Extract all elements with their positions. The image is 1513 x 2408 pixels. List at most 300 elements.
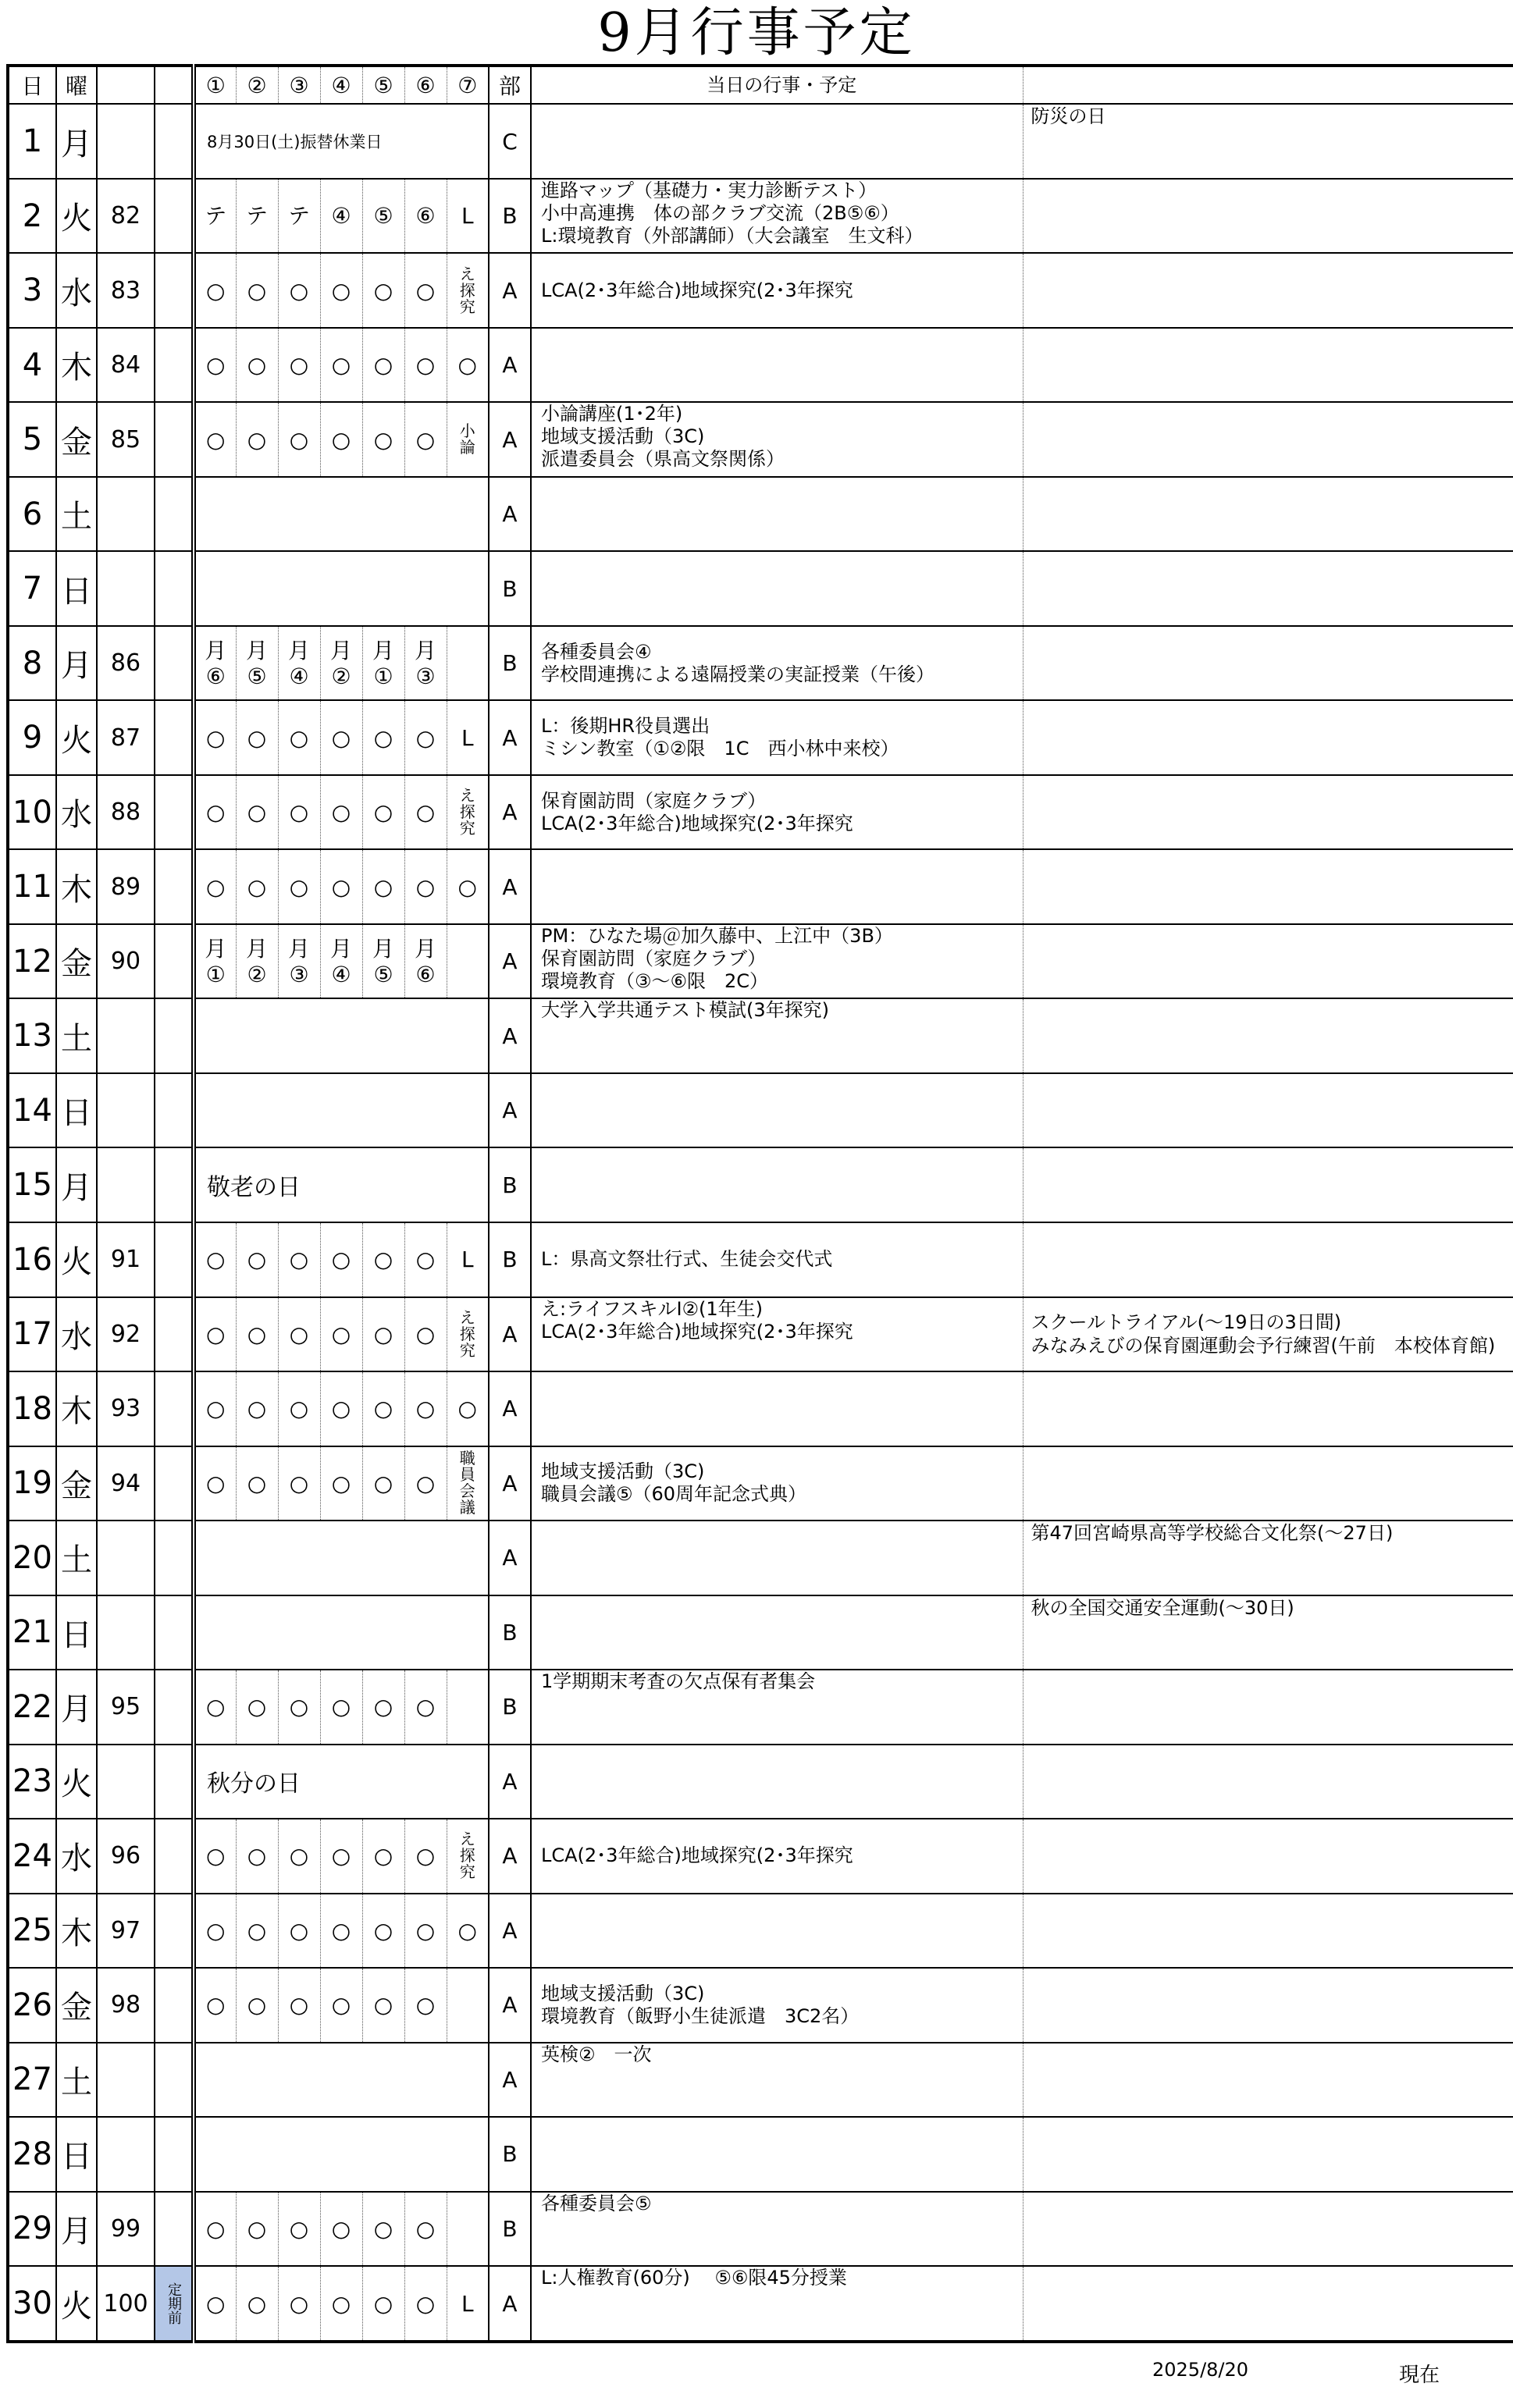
period-value: ○ bbox=[373, 873, 393, 900]
day-cell: 9 bbox=[8, 700, 56, 775]
period-value: ○ bbox=[206, 1247, 226, 1273]
period-value: ○ bbox=[373, 724, 393, 751]
period-cell-6 bbox=[404, 849, 447, 924]
period-value: L bbox=[461, 2290, 474, 2317]
period-value: ○ bbox=[331, 1843, 351, 1869]
count-cell: 95 bbox=[97, 1670, 155, 1745]
event-line: 保育園訪問（家庭クラブ） bbox=[541, 947, 767, 969]
count-cell: 91 bbox=[97, 1222, 155, 1297]
period-value: え探究 bbox=[459, 264, 475, 316]
period-value: 月⑤ bbox=[372, 935, 394, 987]
bu-cell: A bbox=[489, 924, 531, 999]
period-value: ○ bbox=[247, 1247, 267, 1273]
period-cell-2 bbox=[236, 1446, 278, 1521]
period-value: ○ bbox=[206, 873, 226, 900]
count-cell bbox=[97, 1745, 155, 1819]
notes-cell bbox=[1023, 1222, 1513, 1297]
header-events: 当日の行事・予定 bbox=[531, 66, 1023, 104]
period-value: ○ bbox=[415, 1247, 436, 1273]
weekday-cell: 水 bbox=[56, 253, 97, 328]
period-value: ○ bbox=[289, 1694, 309, 1720]
period-cell-2 bbox=[236, 1968, 278, 2043]
period-cell-6 bbox=[404, 2192, 447, 2267]
period-cell-2 bbox=[236, 1297, 278, 1372]
period-cell-5 bbox=[362, 2192, 404, 2267]
period-value: ○ bbox=[206, 1917, 226, 1944]
period-cell-4 bbox=[320, 849, 362, 924]
event-line: L：県高文祭壮行式、生徒会交代式 bbox=[541, 1248, 833, 1271]
events-cell bbox=[531, 1745, 1023, 1819]
weekday-cell: 木 bbox=[56, 328, 97, 403]
events-cell bbox=[531, 1222, 1023, 1297]
notes-cell bbox=[1023, 328, 1513, 403]
extra-cell bbox=[155, 1297, 194, 1372]
period-value: ○ bbox=[331, 1321, 351, 1347]
period-cell-4 bbox=[320, 1968, 362, 2043]
day-cell: 26 bbox=[8, 1968, 56, 2043]
period-value: ○ bbox=[457, 873, 477, 900]
weekday-cell: 土 bbox=[56, 998, 97, 1073]
header-num bbox=[97, 66, 155, 104]
period-cell-7 bbox=[447, 924, 489, 999]
events-cell bbox=[531, 2192, 1023, 2267]
event-line: 地域支援活動（3C) bbox=[541, 1460, 705, 1483]
notes-cell bbox=[1023, 179, 1513, 254]
table-row bbox=[8, 998, 1513, 1073]
day-cell: 29 bbox=[8, 2192, 56, 2267]
bu-cell: B bbox=[489, 2117, 531, 2192]
events-cell bbox=[531, 2117, 1023, 2192]
period-cell-5 bbox=[362, 775, 404, 850]
bu-cell: B bbox=[489, 1670, 531, 1745]
period-value: ○ bbox=[415, 873, 436, 900]
period-cell-4 bbox=[320, 626, 362, 701]
count-cell bbox=[97, 551, 155, 626]
day-cell: 30 bbox=[8, 2266, 56, 2342]
period-value: L bbox=[461, 1247, 474, 1273]
period-value: ○ bbox=[373, 2290, 393, 2317]
notes-cell bbox=[1023, 253, 1513, 328]
events-cell bbox=[531, 1968, 1023, 2043]
weekday-cell: 火 bbox=[56, 1745, 97, 1819]
table-row bbox=[8, 849, 1513, 924]
schedule-table bbox=[6, 64, 1513, 2343]
period-cell-4 bbox=[320, 328, 362, 403]
period-value: 月④ bbox=[287, 637, 310, 689]
events-cell bbox=[531, 477, 1023, 552]
period-value: ○ bbox=[289, 1992, 309, 2019]
bu-cell: A bbox=[489, 2266, 531, 2342]
period-cell-2 bbox=[236, 1371, 278, 1446]
day-cell: 12 bbox=[8, 924, 56, 999]
period-value: ○ bbox=[247, 724, 267, 751]
extra-cell bbox=[155, 1819, 194, 1894]
period-value: ○ bbox=[415, 1470, 436, 1496]
period-cell-5 bbox=[362, 626, 404, 701]
period-cell-5 bbox=[362, 1222, 404, 1297]
period-cell-6 bbox=[404, 626, 447, 701]
period-cell-3 bbox=[278, 2266, 320, 2342]
period-cell-2 bbox=[236, 328, 278, 403]
period-value: ○ bbox=[373, 1917, 393, 1944]
notes-cell bbox=[1023, 1147, 1513, 1222]
period-value: ○ bbox=[289, 1917, 309, 1944]
events-cell bbox=[531, 1595, 1023, 1670]
extra-cell bbox=[155, 1073, 194, 1148]
period-cell-2 bbox=[236, 402, 278, 477]
weekday-cell: 土 bbox=[56, 477, 97, 552]
header-period-5: ⑤ bbox=[362, 66, 404, 104]
period-cell-5 bbox=[362, 1670, 404, 1745]
count-cell: 86 bbox=[97, 626, 155, 701]
period-cell-1 bbox=[194, 775, 236, 850]
period-cell-1 bbox=[194, 1894, 236, 1969]
period-cell-3 bbox=[278, 849, 320, 924]
extra-cell bbox=[155, 328, 194, 403]
period-cell-2 bbox=[236, 700, 278, 775]
period-value: ○ bbox=[415, 2215, 436, 2242]
period-value: ○ bbox=[206, 1321, 226, 1347]
period-value: ○ bbox=[373, 1396, 393, 1422]
period-span-note: 8月30日(土)振替休業日 bbox=[194, 104, 489, 179]
events-cell bbox=[531, 402, 1023, 477]
period-cell-2 bbox=[236, 626, 278, 701]
weekday-cell: 火 bbox=[56, 179, 97, 254]
period-cell-5 bbox=[362, 1297, 404, 1372]
period-value: ○ bbox=[415, 724, 436, 751]
event-line: PM：ひなた場＠加久藤中、上江中（3B） bbox=[541, 924, 893, 947]
page-title: 9月行事予定 bbox=[597, 2, 916, 64]
period-value: 月⑥ bbox=[205, 637, 227, 689]
events-cell bbox=[531, 104, 1023, 179]
period-cell-3 bbox=[278, 402, 320, 477]
period-value: え探究 bbox=[459, 786, 475, 838]
bu-cell: A bbox=[489, 1073, 531, 1148]
period-cell-5 bbox=[362, 1968, 404, 2043]
note-line: 第47回宮崎県高等学校総合文化祭(～27日) bbox=[1031, 1522, 1394, 1545]
period-cell-2 bbox=[236, 2192, 278, 2267]
period-cell-3 bbox=[278, 775, 320, 850]
bu-cell: A bbox=[489, 1745, 531, 1819]
day-cell: 14 bbox=[8, 1073, 56, 1148]
period-cell-6 bbox=[404, 1670, 447, 1745]
period-cell-3 bbox=[278, 253, 320, 328]
notes-cell bbox=[1023, 2117, 1513, 2192]
notes-cell bbox=[1023, 998, 1513, 1073]
extra-cell bbox=[155, 1894, 194, 1969]
period-cell-3 bbox=[278, 179, 320, 254]
period-value: ○ bbox=[247, 1470, 267, 1496]
period-value: 月③ bbox=[414, 637, 436, 689]
period-cell-6 bbox=[404, 253, 447, 328]
bu-cell: B bbox=[489, 551, 531, 626]
period-cell-5 bbox=[362, 924, 404, 999]
period-span-note: 秋分の日 bbox=[194, 1745, 489, 1819]
period-cell-7 bbox=[447, 253, 489, 328]
day-cell: 25 bbox=[8, 1894, 56, 1969]
period-cell-3 bbox=[278, 700, 320, 775]
day-cell: 27 bbox=[8, 2043, 56, 2118]
count-cell: 97 bbox=[97, 1894, 155, 1969]
table-row bbox=[8, 328, 1513, 403]
table-row bbox=[8, 2117, 1513, 2192]
period-value: ○ bbox=[331, 1247, 351, 1273]
period-value: ○ bbox=[331, 1396, 351, 1422]
events-cell bbox=[531, 2266, 1023, 2342]
period-cell-5 bbox=[362, 1819, 404, 1894]
bu-cell: A bbox=[489, 1819, 531, 1894]
header-period-6: ⑥ bbox=[404, 66, 447, 104]
header-right bbox=[1023, 66, 1513, 104]
period-cell-1 bbox=[194, 402, 236, 477]
bu-cell: A bbox=[489, 1894, 531, 1969]
extra-cell bbox=[155, 2117, 194, 2192]
day-cell: 13 bbox=[8, 998, 56, 1073]
extra-cell bbox=[155, 1670, 194, 1745]
extra-cell bbox=[155, 1222, 194, 1297]
notes-cell bbox=[1023, 1521, 1513, 1595]
period-cell-4 bbox=[320, 775, 362, 850]
period-cell-4 bbox=[320, 1446, 362, 1521]
period-value: ○ bbox=[331, 2215, 351, 2242]
bu-cell: A bbox=[489, 402, 531, 477]
bu-cell: A bbox=[489, 1968, 531, 2043]
period-value: ○ bbox=[331, 277, 351, 304]
bu-cell: A bbox=[489, 998, 531, 1073]
table-row bbox=[8, 1521, 1513, 1595]
events-cell bbox=[531, 849, 1023, 924]
period-cell-1 bbox=[194, 2192, 236, 2267]
count-cell bbox=[97, 2117, 155, 2192]
notes-cell bbox=[1023, 1819, 1513, 1894]
notes-cell bbox=[1023, 402, 1513, 477]
period-cell-2 bbox=[236, 1819, 278, 1894]
period-cell-6 bbox=[404, 1819, 447, 1894]
period-cell-1 bbox=[194, 1371, 236, 1446]
events-cell bbox=[531, 626, 1023, 701]
extra-cell bbox=[155, 1968, 194, 2043]
period-cell-1 bbox=[194, 924, 236, 999]
period-value: ○ bbox=[289, 1843, 309, 1869]
period-cell-3 bbox=[278, 1819, 320, 1894]
count-cell: 82 bbox=[97, 179, 155, 254]
weekday-cell: 月 bbox=[56, 626, 97, 701]
notes-cell bbox=[1023, 2266, 1513, 2342]
event-line: 各種委員会⑤ bbox=[541, 2192, 652, 2214]
period-value: ○ bbox=[289, 873, 309, 900]
bu-cell: A bbox=[489, 700, 531, 775]
period-cell-2 bbox=[236, 179, 278, 254]
events-cell bbox=[531, 2043, 1023, 2118]
event-line: L:人権教育(60分) ⑤⑥限45分授業 bbox=[541, 2267, 847, 2289]
period-cell-5 bbox=[362, 700, 404, 775]
period-value: 職員会議 bbox=[459, 1449, 475, 1517]
event-line: L:環境教育（外部講師）（大会議室 生文科） bbox=[541, 224, 924, 247]
table-row bbox=[8, 2266, 1513, 2342]
bu-cell: B bbox=[489, 1222, 531, 1297]
day-cell: 3 bbox=[8, 253, 56, 328]
extra-cell bbox=[155, 1446, 194, 1521]
count-cell: 87 bbox=[97, 700, 155, 775]
period-cell-7 bbox=[447, 775, 489, 850]
weekday-cell: 金 bbox=[56, 1446, 97, 1521]
period-cell-2 bbox=[236, 1894, 278, 1969]
period-cell-6 bbox=[404, 1297, 447, 1372]
period-value: ○ bbox=[373, 426, 393, 453]
period-cell-7 bbox=[447, 402, 489, 477]
period-cell-6 bbox=[404, 700, 447, 775]
count-cell bbox=[97, 1073, 155, 1148]
period-value: ○ bbox=[289, 799, 309, 826]
period-cell-2 bbox=[236, 253, 278, 328]
header-period-3: ③ bbox=[278, 66, 320, 104]
extra-cell bbox=[155, 2192, 194, 2267]
day-cell: 21 bbox=[8, 1595, 56, 1670]
period-value: ○ bbox=[289, 1396, 309, 1422]
period-cell-7 bbox=[447, 700, 489, 775]
table-row bbox=[8, 775, 1513, 850]
period-cell-4 bbox=[320, 2192, 362, 2267]
extra-cell bbox=[155, 998, 194, 1073]
period-cell-4 bbox=[320, 179, 362, 254]
period-value: ○ bbox=[206, 799, 226, 826]
events-cell bbox=[531, 924, 1023, 999]
notes-cell bbox=[1023, 1595, 1513, 1670]
bu-cell: B bbox=[489, 2192, 531, 2267]
weekday-cell: 木 bbox=[56, 1371, 97, 1446]
period-cell-1 bbox=[194, 1222, 236, 1297]
notes-cell bbox=[1023, 1297, 1513, 1372]
notes-cell bbox=[1023, 1073, 1513, 1148]
period-cell-5 bbox=[362, 328, 404, 403]
events-cell bbox=[531, 1073, 1023, 1148]
weekday-cell: 金 bbox=[56, 402, 97, 477]
period-value: ○ bbox=[289, 277, 309, 304]
period-value: ○ bbox=[247, 1917, 267, 1944]
table-row bbox=[8, 1894, 1513, 1969]
events-cell bbox=[531, 1670, 1023, 1745]
period-value: ○ bbox=[247, 1992, 267, 2019]
period-value: ○ bbox=[415, 277, 436, 304]
period-value: ○ bbox=[415, 1321, 436, 1347]
period-cell-6 bbox=[404, 1446, 447, 1521]
period-value: ○ bbox=[373, 1321, 393, 1347]
period-value: ○ bbox=[373, 1247, 393, 1273]
note-line: みなみえびの保育園運動会予行練習(午前 本校体育館) bbox=[1031, 1335, 1496, 1357]
period-value: ○ bbox=[247, 799, 267, 826]
period-cell-1 bbox=[194, 849, 236, 924]
table-row bbox=[8, 104, 1513, 179]
header-period-7: ⑦ bbox=[447, 66, 489, 104]
period-span-note bbox=[194, 477, 489, 552]
period-span-note bbox=[194, 1073, 489, 1148]
period-cell-1 bbox=[194, 2266, 236, 2342]
table-row bbox=[8, 1446, 1513, 1521]
events-cell bbox=[531, 700, 1023, 775]
period-cell-5 bbox=[362, 1894, 404, 1969]
day-cell: 11 bbox=[8, 849, 56, 924]
notes-cell bbox=[1023, 1446, 1513, 1521]
period-value: ○ bbox=[247, 352, 267, 379]
extra-cell bbox=[155, 551, 194, 626]
period-cell-4 bbox=[320, 2266, 362, 2342]
count-cell bbox=[97, 1595, 155, 1670]
day-cell: 19 bbox=[8, 1446, 56, 1521]
period-value: ○ bbox=[206, 1843, 226, 1869]
period-cell-5 bbox=[362, 1371, 404, 1446]
event-line: 英検② 一次 bbox=[541, 2043, 652, 2065]
period-cell-7 bbox=[447, 328, 489, 403]
event-line: 学校間連携による遠隔授業の実証授業（午後） bbox=[541, 663, 934, 685]
period-cell-4 bbox=[320, 1894, 362, 1969]
events-cell bbox=[531, 328, 1023, 403]
period-value: ○ bbox=[206, 1396, 226, 1422]
day-cell: 17 bbox=[8, 1297, 56, 1372]
day-cell: 1 bbox=[8, 104, 56, 179]
weekday-cell: 金 bbox=[56, 924, 97, 999]
period-cell-4 bbox=[320, 402, 362, 477]
notes-cell bbox=[1023, 1371, 1513, 1446]
period-cell-6 bbox=[404, 179, 447, 254]
period-value: ○ bbox=[289, 426, 309, 453]
table-row bbox=[8, 253, 1513, 328]
events-cell bbox=[531, 1297, 1023, 1372]
count-cell bbox=[97, 998, 155, 1073]
period-span-note bbox=[194, 1595, 489, 1670]
period-value: ○ bbox=[415, 426, 436, 453]
period-value: ○ bbox=[373, 799, 393, 826]
period-cell-1 bbox=[194, 1670, 236, 1745]
period-cell-2 bbox=[236, 924, 278, 999]
period-value: ○ bbox=[373, 1992, 393, 2019]
note-line: スクールトライアル(～19日の3日間) bbox=[1031, 1311, 1342, 1334]
count-cell bbox=[97, 104, 155, 179]
period-cell-3 bbox=[278, 1446, 320, 1521]
extra-cell bbox=[155, 2043, 194, 2118]
event-line: L：後期HR役員選出 bbox=[541, 715, 710, 738]
period-value: ○ bbox=[331, 1917, 351, 1944]
period-value: ⑤ bbox=[373, 203, 393, 229]
period-cell-4 bbox=[320, 1222, 362, 1297]
table-row bbox=[8, 1073, 1513, 1148]
period-value: ○ bbox=[457, 1396, 477, 1422]
notes-cell bbox=[1023, 1894, 1513, 1969]
period-cell-7 bbox=[447, 1670, 489, 1745]
count-cell: 92 bbox=[97, 1297, 155, 1372]
period-value: ○ bbox=[206, 2215, 226, 2242]
period-value: え探究 bbox=[459, 1830, 475, 1882]
table-row bbox=[8, 402, 1513, 477]
day-cell: 24 bbox=[8, 1819, 56, 1894]
table-row bbox=[8, 626, 1513, 701]
bu-cell: B bbox=[489, 1595, 531, 1670]
table-row bbox=[8, 1670, 1513, 1745]
event-line: 小論講座(1･2年) bbox=[541, 403, 683, 425]
period-value: ⑥ bbox=[415, 203, 436, 229]
weekday-cell: 土 bbox=[56, 2043, 97, 2118]
notes-cell bbox=[1023, 1968, 1513, 2043]
period-cell-4 bbox=[320, 924, 362, 999]
period-value: ○ bbox=[289, 724, 309, 751]
bu-cell: A bbox=[489, 2043, 531, 2118]
notes-cell bbox=[1023, 775, 1513, 850]
period-value: ○ bbox=[415, 1843, 436, 1869]
bu-cell: C bbox=[489, 104, 531, 179]
period-value: 月③ bbox=[287, 935, 310, 987]
table-row bbox=[8, 700, 1513, 775]
events-cell bbox=[531, 179, 1023, 254]
bu-cell: A bbox=[489, 849, 531, 924]
